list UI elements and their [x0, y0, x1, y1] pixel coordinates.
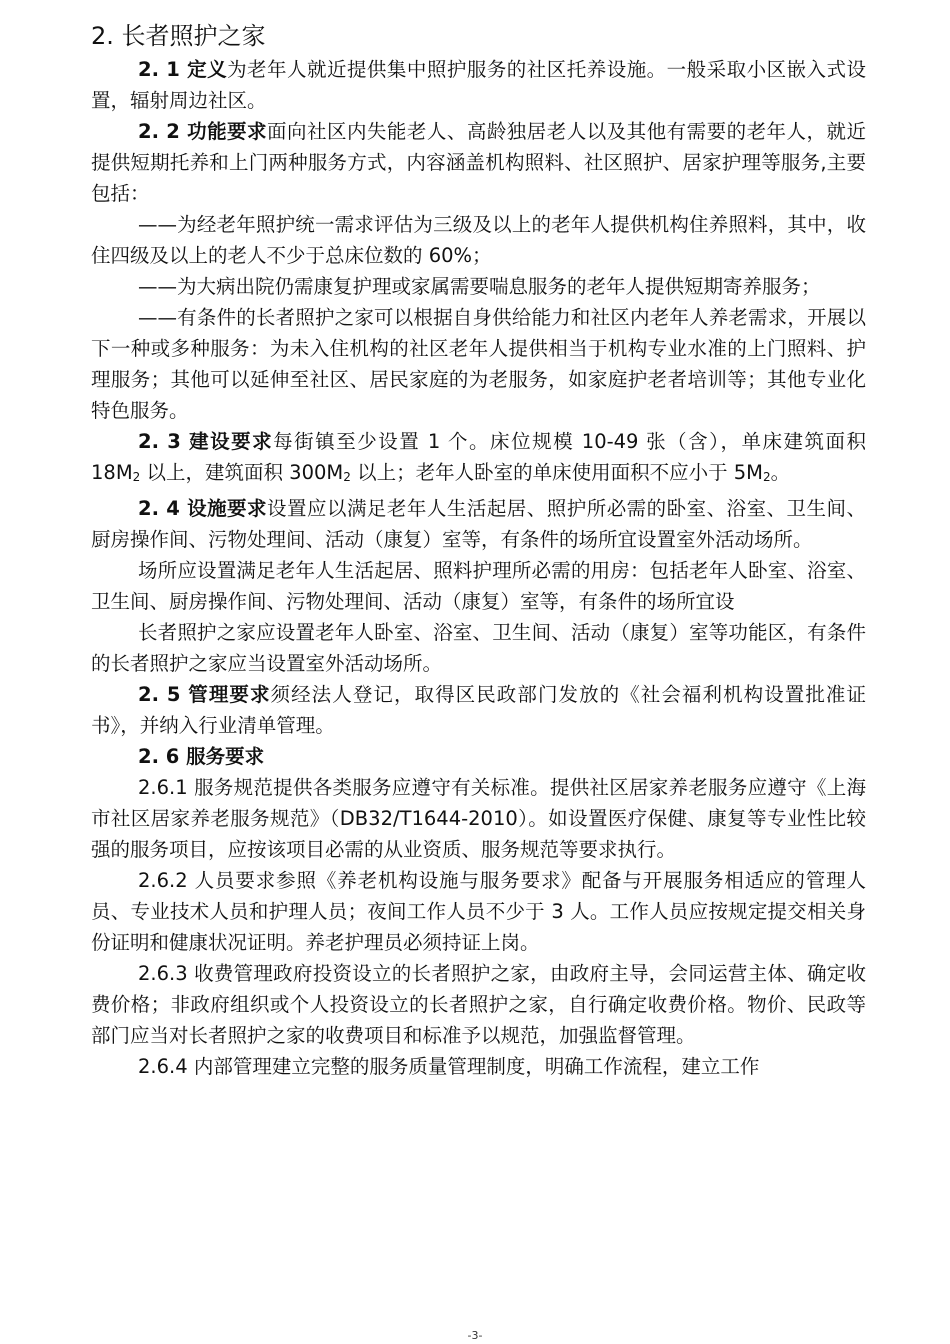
- label-construction: 2. 3 建设要求: [138, 430, 274, 453]
- page-number: -3-: [467, 1329, 483, 1342]
- paragraph-facility: [91, 493, 866, 555]
- paragraph-construction: [91, 426, 866, 493]
- text-construction-b: 以上，建筑面积 300M: [140, 461, 344, 484]
- document-body: [91, 54, 866, 1082]
- paragraph-facility-2: 场所应设置满足老年人生活起居、照料护理所必需的用房：包括老年人卧室、浴室、卫生间、厨房操作间、污物处理间、活动（康复）室等，有条件的场所宜设: [91, 559, 866, 613]
- text-construction-a: 每街镇至少设置 1 个。床位规模 10-49 张（含），单床建筑面积 18M: [91, 430, 866, 484]
- label-service: 2. 6 服务要求: [138, 745, 265, 768]
- paragraph-service-heading: [91, 741, 866, 772]
- paragraph-service-3: 2.6.3 收费管理政府投资设立的长者照护之家，由政府主导，会同运营主体、确定收费价格；非政府组织或个人投资设立的长者照护之家，自行确定收费价格。物价、民政等部门应当对长者照护之家的收费项目和标准予以规范，加强监督管理。: [91, 962, 866, 1047]
- text-management: 须经法人登记，取得区民政部门发放的《社会福利机构设置批准证书》，并纳入行业清单管理。: [91, 683, 866, 737]
- section-heading: 2. 长者照护之家: [91, 22, 266, 50]
- superscript-2: 2: [343, 470, 351, 484]
- paragraph-service-4: 2.6.4 内部管理建立完整的服务质量管理制度，明确工作流程，建立工作: [138, 1055, 760, 1078]
- superscript-2: 2: [763, 470, 771, 484]
- paragraph-management: [91, 679, 866, 741]
- text-construction-d: 。: [770, 461, 791, 484]
- list-item-function-1: ——为经老年照护统一需求评估为三级及以上的老年人提供机构住养照料，其中，收住四级及以上的老人不少于总床位数的 60%；: [91, 213, 866, 267]
- superscript-2: 2: [132, 470, 141, 484]
- label-definition: 2. 1 定义: [138, 58, 228, 81]
- text-function: 面向社区内失能老人、高龄独居老人以及其他有需要的老年人，就近提供短期托养和上门两种服务方式，内容涵盖机构照料、社区照护、居家护理等服务,主要包括：: [91, 120, 866, 205]
- text-definition: 为老年人就近提供集中照护服务的社区托养设施。一般采取小区嵌入式设置，辐射周边社区。: [91, 58, 866, 112]
- paragraph-facility-3: 长者照护之家应设置老年人卧室、浴室、卫生间、活动（康复）室等功能区，有条件的长者照护之家应当设置室外活动场所。: [91, 621, 866, 675]
- list-item-function-2: ——为大病出院仍需康复护理或家属需要喘息服务的老年人提供短期寄养服务；: [138, 275, 821, 298]
- paragraph-service-2: 2.6.2 人员要求参照《养老机构设施与服务要求》配备与开展服务相适应的管理人员、专业技术人员和护理人员；夜间工作人员不少于 3 人。工作人员应按规定提交相关身份证明和健康状况证明。养老护理员必须持证上岗。: [91, 869, 866, 954]
- label-facility: 2. 4 设施要求: [138, 497, 268, 520]
- paragraph-service-1: 2.6.1 服务规范提供各类服务应遵守有关标准。提供社区居家养老服务应遵守《上海市社区居家养老服务规范》（DB32/T1644-2010）。如设置医疗保健、康复等专业性比较强的服务项目，应按该项目必需的从业资质、服务规范等要求执行。: [91, 776, 866, 861]
- paragraph-definition: [91, 54, 866, 116]
- label-function: 2. 2 功能要求: [138, 120, 268, 143]
- text-facility: 设置应以满足老年人生活起居、照护所必需的卧室、浴室、卫生间、厨房操作间、污物处理间、活动（康复）室等，有条件的场所宜设置室外活动场所。: [91, 497, 866, 551]
- paragraph-function: [91, 116, 866, 209]
- text-construction-c: 以上；老年人卧室的单床使用面积不应小于 5M: [350, 461, 764, 484]
- list-item-function-3: ——有条件的长者照护之家可以根据自身供给能力和社区内老年人养老需求，开展以下一种或多种服务：为未入住机构的社区老年人提供相当于机构专业水准的上门照料、护理服务；其他可以延伸至社区、居民家庭的为老服务，如家庭护老者培训等；其他专业化特色服务。: [91, 306, 866, 422]
- label-management: 2. 5 管理要求: [138, 683, 271, 706]
